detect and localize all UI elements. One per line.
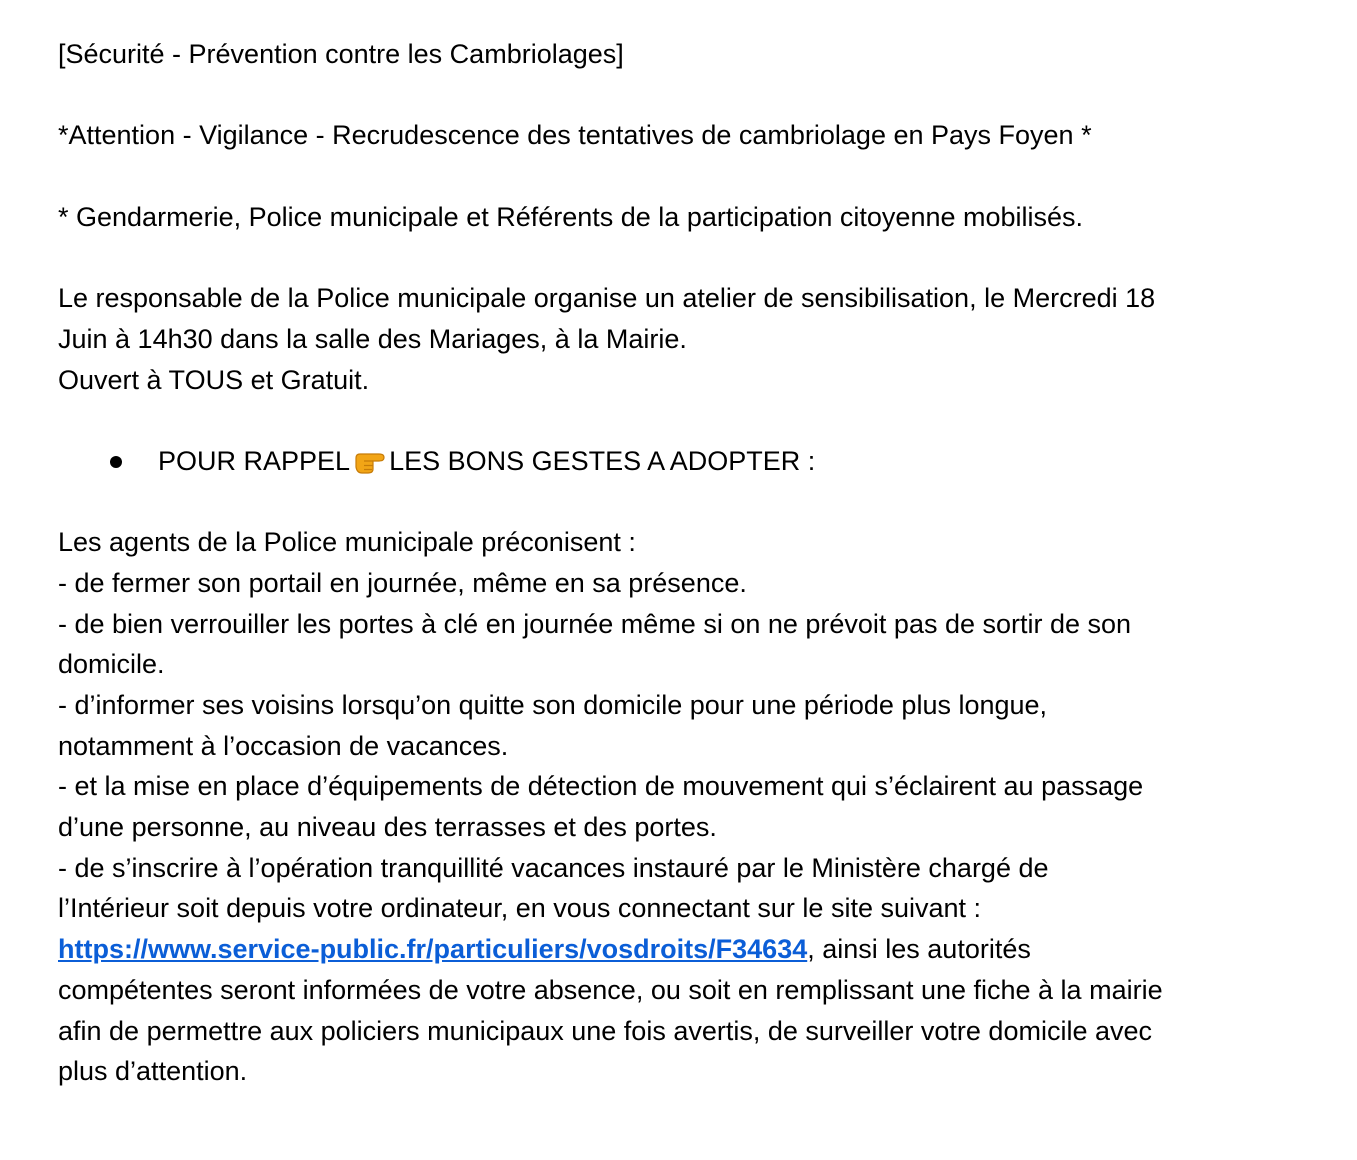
mobilised-line: * Gendarmerie, Police municipale et Référents de la participation citoyenne mobilisés.: [58, 201, 1084, 232]
blank-line: [58, 75, 1328, 116]
bullet-dot-icon: [110, 456, 122, 468]
advice-item-5-line-5: afin de permettre aux policiers municipaux une fois avertis, de surveiller votre domicile avec: [58, 1015, 1153, 1046]
advice-item-3-line-1: - d’informer ses voisins lorsqu’on quitte son domicile pour une période plus longue,: [58, 690, 1048, 720]
advice-intro: Les agents de la Police municipale préconisent :: [58, 527, 636, 558]
advice-item-4-line-2: d’une personne, au niveau des terrasses et des portes.: [58, 812, 717, 843]
service-public-link[interactable]: https://www.service-public.fr/particuliers/vosdroits/F34634: [58, 934, 808, 965]
advice-item-5-line-4: compétentes seront informées de votre absence, ou soit en remplissant une fiche à la mairie: [58, 974, 1163, 1005]
advice-item-5-line-1: - de s’inscrire à l’opération tranquillité vacances instauré par le Ministère chargé de: [58, 852, 1049, 883]
advice-item-5-line-6: plus d’attention.: [58, 1056, 248, 1087]
pointing-hand-icon: [354, 445, 388, 475]
reminder-bullet: [58, 441, 1328, 482]
document-heading: [Sécurité - Prévention contre les Cambriolages]: [58, 39, 624, 69]
blank-line: [58, 400, 1328, 441]
alert-line: *Attention - Vigilance - Recrudescence des tentatives de cambriolage en Pays Foyen *: [58, 120, 1092, 151]
blank-line: [58, 237, 1328, 278]
announcement-line-3: Ouvert à TOUS et Gratuit.: [58, 364, 370, 395]
reminder-label: POUR RAPPEL: [158, 445, 351, 476]
advice-item-4-line-1: - et la mise en place d’équipements de détection de mouvement qui s’éclairent au passage: [58, 771, 1144, 802]
blank-line: [58, 156, 1328, 197]
reminder-text: [158, 441, 815, 482]
reminder-heading: LES BONS GESTES A ADOPTER :: [389, 445, 816, 476]
advice-item-2-line-2: domicile.: [58, 649, 165, 680]
advice-item-3-line-2: notamment à l’occasion de vacances.: [58, 730, 509, 761]
announcement-line-2: Juin à 14h30 dans la salle des Mariages, à la Mairie.: [58, 323, 687, 354]
announcement-line-1: Le responsable de la Police municipale organise un atelier de sensibilisation, le Mercredi 18: [58, 283, 1156, 314]
document-body: [58, 34, 1328, 1092]
advice-item-5-line-3: [58, 929, 1328, 970]
link-trailing-text: , ainsi les autorités: [807, 934, 1031, 965]
blank-line: [58, 482, 1328, 523]
advice-item-5-line-2: l’Intérieur soit depuis votre ordinateur, en vous connectant sur le site suivant :: [58, 893, 982, 924]
advice-item-1: - de fermer son portail en journée, même en sa présence.: [58, 567, 747, 598]
advice-item-2-line-1: - de bien verrouiller les portes à clé en journée même si on ne prévoit pas de sortir de son: [58, 608, 1132, 639]
